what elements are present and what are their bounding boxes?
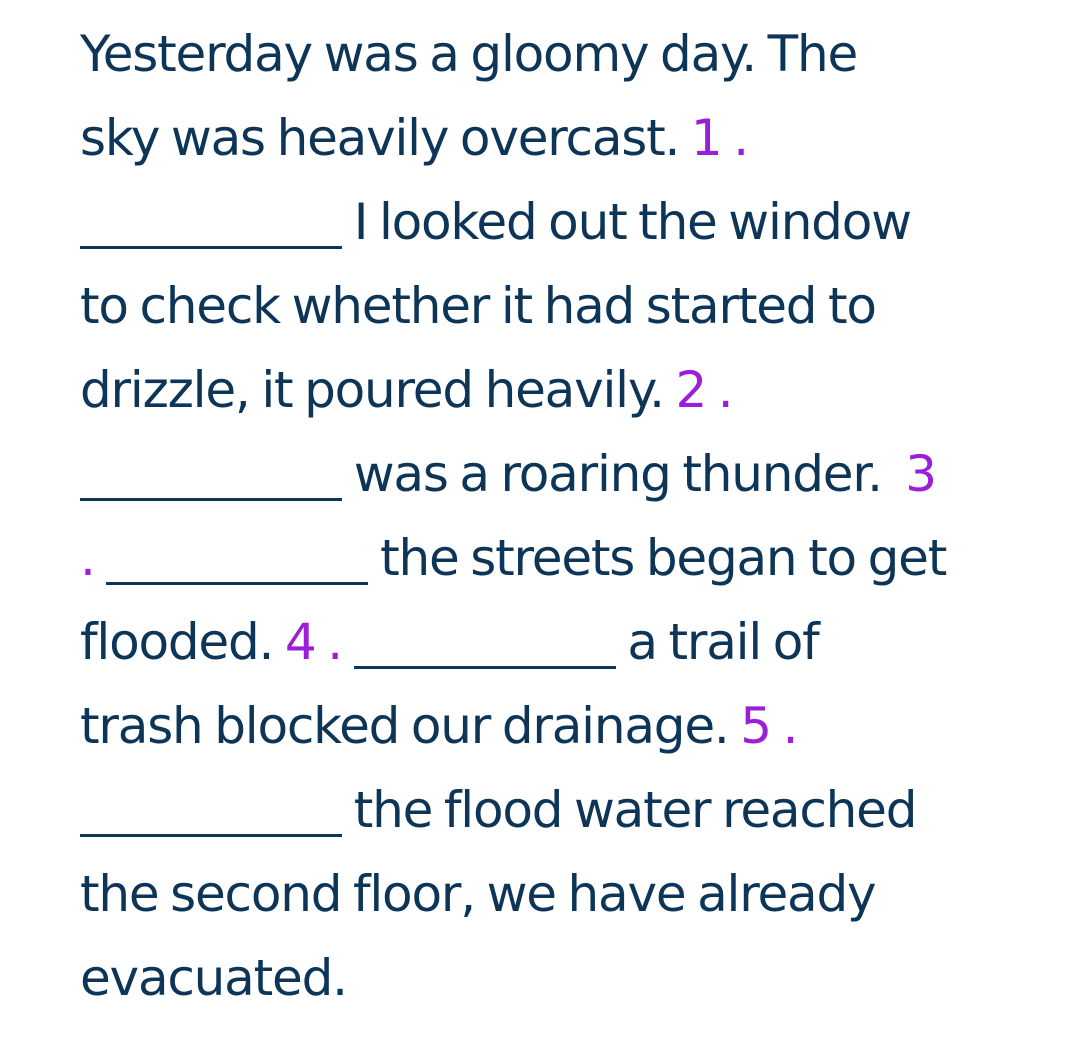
passage-line-10 [80,768,1070,852]
passage-line-9 [80,684,1070,768]
item-number-4: 4 . [284,613,342,671]
passage-line-3 [80,180,1070,264]
passage-line-4 [80,264,1070,348]
passage-text: to check whether it had started to [80,277,876,335]
passage-text: flooded. [80,613,274,671]
passage-text: was a roaring thunder. [353,445,882,503]
answer-blank-5[interactable] [80,776,342,837]
passage-line-2 [80,96,1070,180]
answer-blank-3[interactable] [106,524,368,585]
passage-text: I looked out the window [353,193,911,251]
passage-line-12 [80,936,1070,1020]
item-number-3-period: . [80,529,95,587]
item-number-3: 3 [905,445,936,503]
passage-line-6 [80,432,1070,516]
answer-blank-2[interactable] [80,440,342,501]
passage-text: the streets began to get [380,529,947,587]
passage-line-8 [80,600,1070,684]
answer-blank-4[interactable] [354,608,616,669]
passage-text: Yesterday was a gloomy day. The [80,25,858,83]
passage-text: sky was heavily overcast. [80,109,680,167]
passage-line-5 [80,348,1070,432]
passage-text: a trail of [627,613,819,671]
passage-line-11 [80,852,1070,936]
item-number-2: 2 . [675,361,733,419]
fill-in-the-blank-passage [80,12,1070,1020]
item-number-5: 5 . [740,697,798,755]
passage-text: the second floor, we have already [80,865,876,923]
passage-text: evacuated. [80,949,347,1007]
passage-text: the flood water reached [353,781,917,839]
answer-blank-1[interactable] [80,188,342,249]
passage-line-1 [80,12,1070,96]
item-number-1: 1 . [690,109,748,167]
passage-text: trash blocked our drainage. [80,697,729,755]
passage-line-7 [80,516,1070,600]
passage-text: drizzle, it poured heavily. [80,361,664,419]
